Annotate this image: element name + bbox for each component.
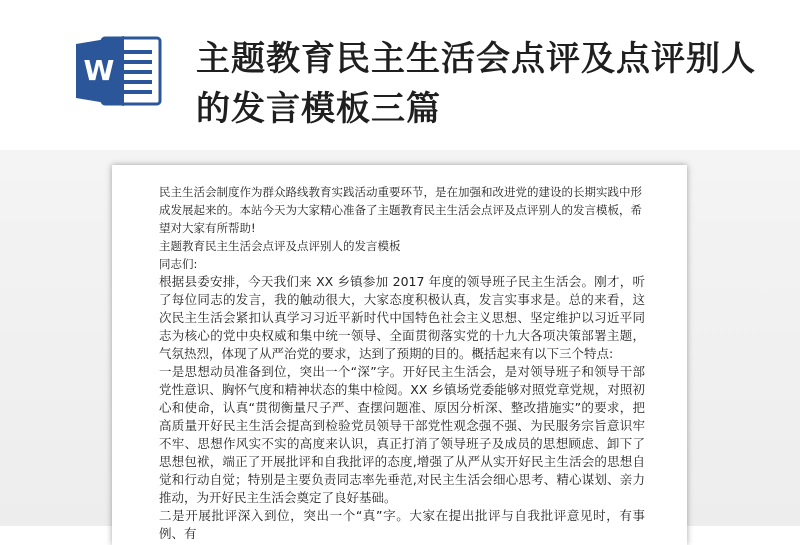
body-paragraph: 一是思想动员准备到位，突出一个“深”字。开好民主生活会，是对领导班子和领导干部党性意识、胸怀气度和精神状态的集中检阅。XX 乡镇场党委能够对照党章党规，对照初心和使命，认真“贯彻衡量尺子严、查摆问题准、原因分析深、整改措施实”的要求，把高质量开好民主生活会提高到检验党员领导干部党性观念强不强、为民服务宗旨意识牢不牢、思想作风实不实的高度来认识，真正打消了领导班子及成员的思想顾虑、卸下了思想包袱，端正了开展批评和自我批评的态度,增强了从严从实开好民主生活会的思想自觉和行动自觉；特别是主要负责同志率先垂范,对民主生活会细心思考、精心谋划、亲力推动，为开好民主生活会奠定了良好基础。 — [159, 364, 645, 505]
document-body — [159, 183, 645, 543]
title-banner — [0, 0, 800, 150]
document-heading: 主题教育民主生活会点评及点评别人的发言模板 — [159, 239, 401, 253]
document-page[interactable] — [112, 165, 687, 545]
page-title: 主题教育民主生活会点评及点评别人的发言模板三篇 — [196, 39, 756, 129]
body-paragraph: 根据县委安排，今天我们来 XX 乡镇参加 2017 年度的领导班子民主生活会。刚才，听了每位同志的发言，我的触动很大，大家态度积极认真，发言实事求是。总的来看，这次民主生活会紧扣认真学习习近平新时代中国特色社会主义思想、坚定维护以习近平同志为核心的党中央权威和集中统一领导、全面贯彻落实党的十九大各项决策部署主题，气氛热烈，体现了从严治党的要求，达到了预期的目的。概括起来有以下三个特点: — [159, 274, 645, 361]
body-paragraph: 二是开展批评深入到位，突出一个“真”字。大家在提出批评与自我批评意见时，有事例、有 — [159, 508, 645, 541]
word-icon-letter: W — [83, 54, 115, 87]
greeting-line: 同志们: — [159, 257, 198, 271]
word-icon — [72, 32, 164, 108]
intro-paragraph: 民主生活会制度作为群众路线教育实践活动重要环节，是在加强和改进党的建设的长期实践中形成发展起来的。本站今天为大家精心准备了主题教育民主生活会点评及点评别人的发言模板，希望对大家有所帮助! — [159, 185, 642, 235]
